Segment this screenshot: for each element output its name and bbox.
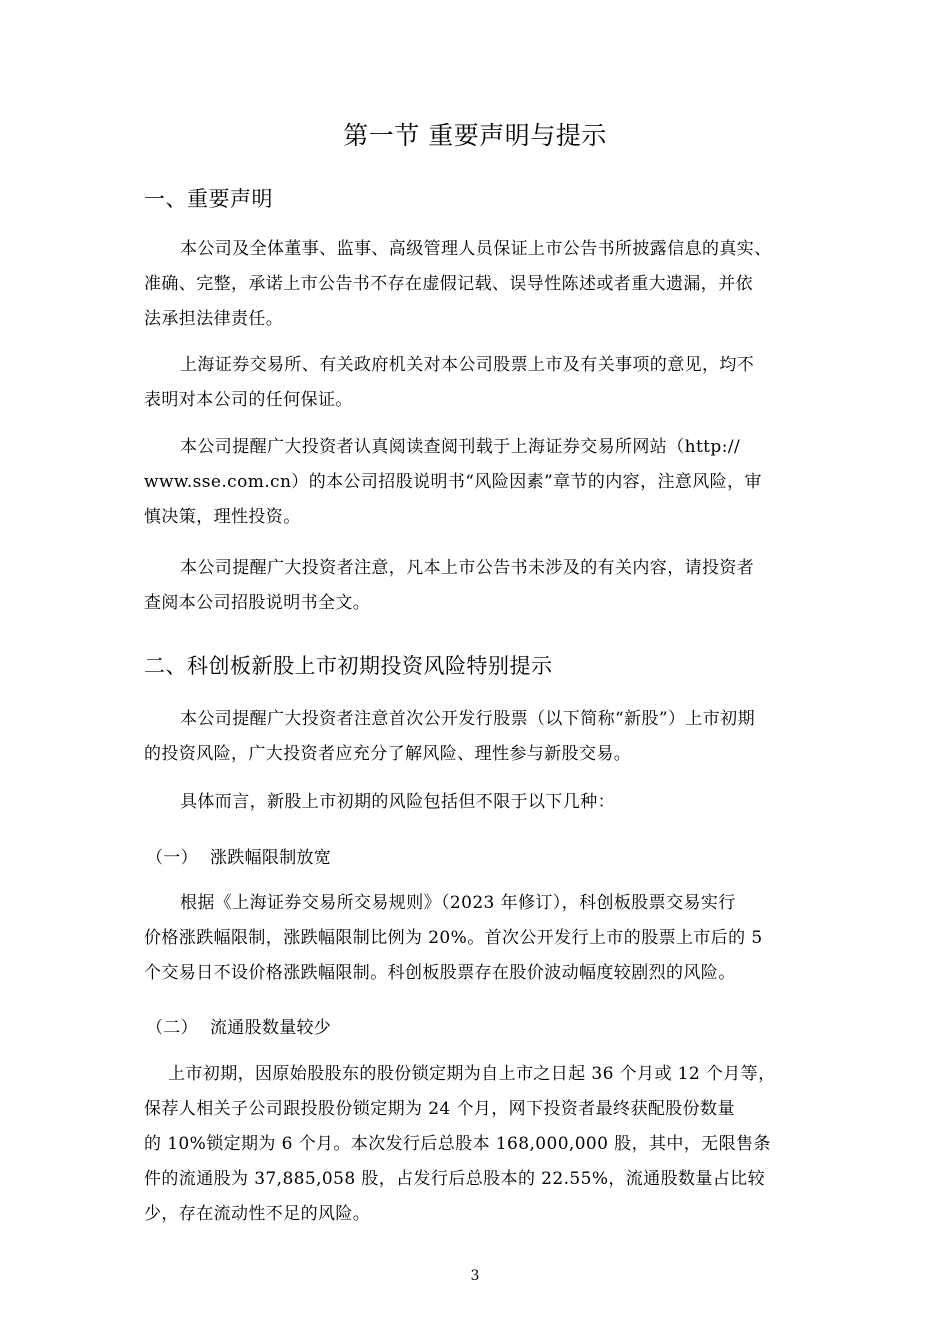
text-line: 慎决策，理性投资。 xyxy=(144,507,301,527)
page-number: 3 xyxy=(470,1268,480,1284)
section-heading-important-statement: 一、重要声明 xyxy=(144,187,273,211)
text-line: 件的流通股为 37,885,058 股，占发行后总股本的 22.55%，流通股数量占比较 xyxy=(144,1169,765,1189)
text-line: 个交易日不设价格涨跌幅限制。科创板股票存在股价波动幅度较剧烈的风险。 xyxy=(144,963,736,983)
section-heading-risk-notice: 二、科创板新股上市初期投资风险特别提示 xyxy=(144,654,553,678)
subsection-title: 涨跌幅限制放宽 xyxy=(210,848,332,868)
text-line: 根据《上海证券交易所交易规则》（2023 年修订），科创板股票交易实行 xyxy=(180,893,736,913)
page-title: 第一节 重要声明与提示 xyxy=(343,121,607,150)
text-line: 本公司提醒广大投资者认真阅读查阅刊载于上海证券交易所网站（http:// xyxy=(180,437,741,457)
subsection-title: 流通股数量较少 xyxy=(210,1018,332,1038)
text-line: 保荐人相关子公司跟投股份锁定期为 24 个月，网下投资者最终获配股份数量 xyxy=(144,1099,735,1119)
text-line: 表明对本公司的任何保证。 xyxy=(144,390,353,410)
text-line: 的投资风险，广大投资者应充分了解风险、理性参与新股交易。 xyxy=(144,744,632,764)
text-line: 本公司提醒广大投资者注意，凡本上市公告书未涉及的有关内容，请投资者 xyxy=(180,558,755,578)
paragraph-2 xyxy=(144,348,816,418)
subsection-number: （二） xyxy=(146,1018,198,1038)
text-line: 价格涨跌幅限制，涨跌幅限制比例为 20%。首次公开发行上市的股票上市后的 5 xyxy=(144,928,763,948)
paragraph-4 xyxy=(144,551,816,621)
paragraph-8 xyxy=(144,1057,816,1232)
text-line: 准确、完整，承诺上市公告书不存在虚假记载、误导性陈述或者重大遗漏，并依 xyxy=(144,274,753,294)
paragraph-6 xyxy=(144,785,816,820)
text-line: 具体而言，新股上市初期的风险包括但不限于以下几种： xyxy=(180,792,615,812)
paragraph-7 xyxy=(144,886,816,991)
subsection-heading-2 xyxy=(146,1013,331,1038)
text-line: www.sse.com.cn）的本公司招股说明书“风险因素”章节的内容，注意风险，审 xyxy=(144,472,762,492)
text-line: 少，存在流动性不足的风险。 xyxy=(144,1204,371,1224)
subsection-heading-1 xyxy=(146,843,331,868)
subsection-number: （一） xyxy=(146,848,198,868)
text-line: 上海证券交易所、有关政府机关对本公司股票上市及有关事项的意见，均不 xyxy=(180,355,755,375)
paragraph-1 xyxy=(144,232,816,337)
paragraph-5 xyxy=(144,702,816,772)
text-line: 的 10%锁定期为 6 个月。本次发行后总股本 168,000,000 股，其中，无限售条 xyxy=(144,1134,771,1154)
paragraph-3 xyxy=(144,430,816,535)
text-line: 法承担法律责任。 xyxy=(144,309,284,329)
text-line: 本公司提醒广大投资者注意首次公开发行股票（以下简称“新股”）上市初期 xyxy=(180,709,755,729)
text-line: 本公司及全体董事、监事、高级管理人员保证上市公告书所披露信息的真实、 xyxy=(180,239,772,259)
text-line: 上市初期，因原始股股东的股份锁定期为自上市之日起 36 个月或 12 个月等， xyxy=(168,1064,776,1084)
text-line: 查阅本公司招股说明书全文。 xyxy=(144,593,371,613)
